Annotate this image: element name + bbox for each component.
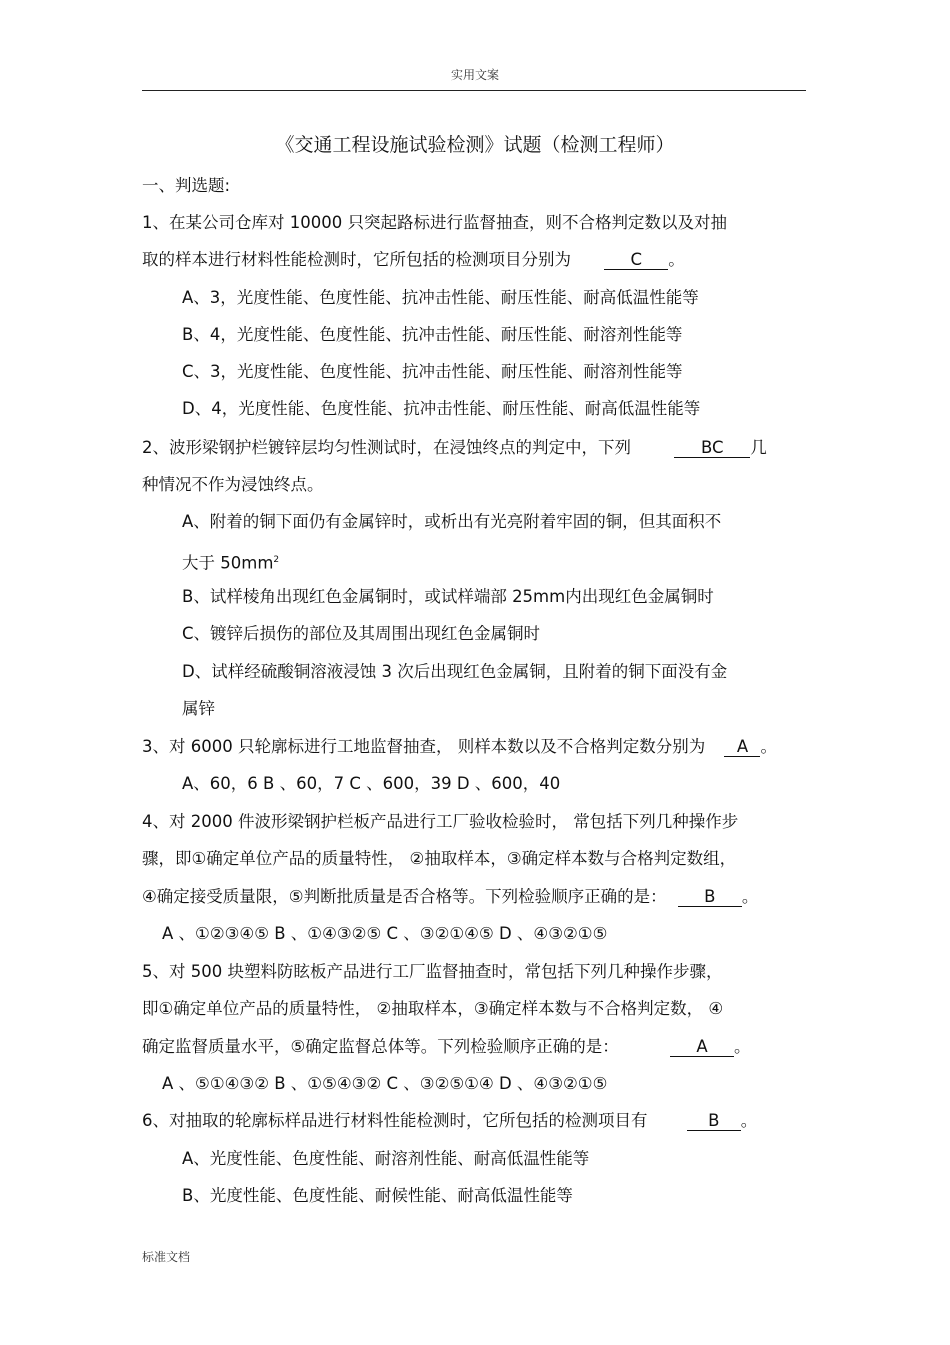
q1-option-c: C、3，光度性能、色度性能、抗冲击性能、耐压性能、耐溶剂性能等: [182, 362, 683, 381]
q1-option-d: D、4，光度性能、色度性能、抗冲击性能、耐压性能、耐高低温性能等: [182, 399, 701, 418]
q2-text: 2、波形梁钢护栏镀锌层均匀性测试时，在浸蚀终点的判定中，下列: [142, 438, 631, 457]
q6-option-b: B、光度性能、色度性能、耐候性能、耐高低温性能等: [182, 1186, 573, 1205]
q1-line2: [142, 249, 685, 271]
q2-tail: 几: [750, 438, 767, 457]
q3-line1: [142, 736, 777, 758]
q2-option-a-2-text: 大于 50mm: [182, 553, 274, 573]
q5-text: 确定监督质量水平，⑤确定监督总体等。下列检验顺序正确的是：: [142, 1037, 619, 1056]
q2-line1: [142, 437, 767, 459]
page-footer: 标准文档: [142, 1250, 191, 1264]
q2-option-b: B、试样棱角出现红色金属铜时，或试样端部 25mm内出现红色金属铜时: [182, 587, 714, 606]
q2-option-a-2: [182, 549, 279, 575]
q3-answer: A: [724, 738, 760, 757]
q3-end: 。: [760, 737, 777, 756]
q2-option-d-1: D、试样经硫酸铜溶液浸蚀 3 次后出现红色金属铜，且附着的铜下面没有金: [182, 662, 728, 681]
document-title: 《交通工程设施试验检测》试题（检测工程师）: [275, 134, 675, 156]
q1-option-a: A、3，光度性能、色度性能、抗冲击性能、耐压性能、耐高低温性能等: [182, 288, 699, 307]
q2-option-a-1: A、附着的铜下面仍有金属锌时，或析出有光亮附着牢固的铜，但其面积不: [182, 512, 722, 531]
q6-answer: B: [687, 1112, 741, 1131]
q1-option-b: B、4，光度性能、色度性能、抗冲击性能、耐压性能、耐溶剂性能等: [182, 325, 683, 344]
q5-line3: [142, 1036, 751, 1058]
q2-answer: BC: [674, 439, 750, 458]
q4-end: 。: [741, 887, 759, 906]
q2-option-c: C、镀锌后损伤的部位及其周围出现红色金属铜时: [182, 624, 541, 643]
q6-line1: [142, 1110, 757, 1132]
q5-answer: A: [670, 1038, 734, 1057]
q5-options: A 、⑤①④③② B 、①⑤④③② C 、③②⑤①④ D 、④③②①⑤: [162, 1074, 608, 1093]
q1-line1: 1、在某公司仓库对 10000 只突起路标进行监督抽查，则不合格判定数以及对抽: [142, 213, 727, 232]
q3-options: A、60，6 B 、60，7 C 、600，39 D 、600，40: [182, 774, 561, 793]
q6-text: 6、对抽取的轮廓标样品进行材料性能检测时，它所包括的检测项目有: [142, 1111, 648, 1130]
page-header: 实用文案: [450, 68, 499, 82]
header-rule: [142, 90, 806, 91]
q5-end: 。: [734, 1037, 751, 1056]
q2-option-d-2: 属锌: [182, 699, 215, 718]
q4-line2: 骤，即①确定单位产品的质量特性， ②抽取样本，③确定样本数与合格判定数组，: [142, 849, 737, 868]
q6-end: 。: [740, 1111, 758, 1130]
q5-line1: 5、对 500 块塑料防眩板产品进行工厂监督抽查时，常包括下列几种操作步骤，: [142, 962, 723, 981]
q4-line1: 4、对 2000 件波形梁钢护栏板产品进行工厂验收检验时， 常包括下列几种操作步: [142, 812, 739, 831]
q2-line2: 种情况不作为浸蚀终点。: [142, 475, 324, 494]
q4-answer: B: [678, 888, 742, 907]
q1-answer: C: [604, 251, 668, 270]
q6-option-a: A、光度性能、色度性能、耐溶剂性能、耐高低温性能等: [182, 1149, 590, 1168]
q2-superscript: 2: [273, 555, 280, 565]
section-heading: 一、判选题:: [142, 176, 231, 195]
q4-text: ④确定接受质量限，⑤判断批质量是否合格等。下列检验顺序正确的是：: [142, 887, 667, 906]
q4-line3: [142, 886, 758, 908]
q1-end: 。: [668, 250, 685, 269]
q3-text: 3、对 6000 只轮廓标进行工地监督抽查， 则样本数以及不合格判定数分别为: [142, 737, 706, 756]
q5-line2: 即①确定单位产品的质量特性， ②抽取样本，③确定样本数与不合格判定数， ④: [142, 999, 724, 1018]
q1-text: 取的样本进行材料性能检测时，它所包括的检测项目分别为: [142, 250, 571, 269]
q4-options: A 、①②③④⑤ B 、①④③②⑤ C 、③②①④⑤ D 、④③②①⑤: [162, 924, 608, 943]
